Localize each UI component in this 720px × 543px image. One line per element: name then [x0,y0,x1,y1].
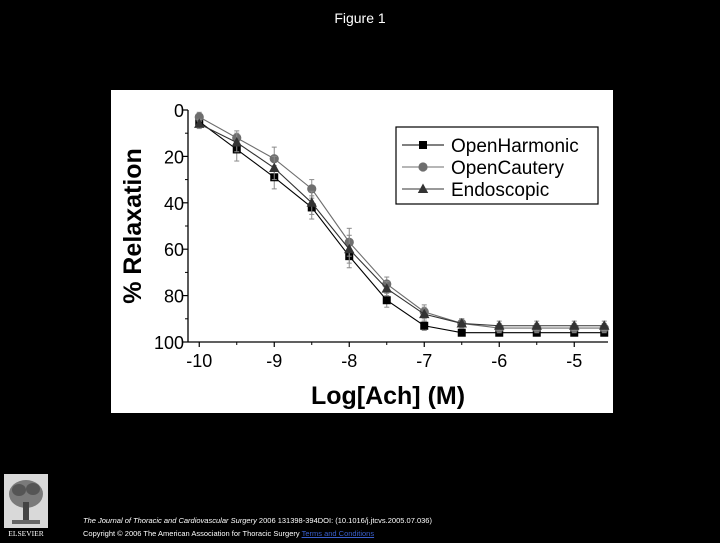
x-tick-label: -9 [266,351,283,371]
citation [83,514,432,540]
data-point-endoscopic [532,320,542,330]
data-point-openharmonic [458,329,466,337]
citation-line-2 [83,527,432,540]
x-tick-label: -8 [341,351,358,371]
journal-name: The Journal of Thoracic and Cardiovascular Surgery [83,516,257,525]
x-tick-label: -5 [566,351,583,371]
publisher-logo-text: ELSEVIER [8,529,44,538]
terms-link[interactable]: Terms and Conditions [301,529,375,538]
data-point-openharmonic [420,322,428,330]
y-tick-label: 40 [163,193,184,214]
copyright-text: Copyright © 2006 The American Association for Thoracic Surgery [83,529,300,538]
data-point-endoscopic [599,320,609,330]
relaxation-chart [111,90,613,413]
y-tick-label: 100 [153,333,184,353]
x-axis-label: Log[Ach] (M) [310,382,466,410]
legend [396,127,598,204]
x-tick-label: -10 [186,351,213,371]
publisher-logo [4,474,48,538]
citation-line-1 [83,514,432,527]
y-tick-label: 0 [173,101,184,121]
y-tick-label: 80 [163,286,184,307]
y-axis-label: % Relaxation [119,148,147,304]
y-tick-label: 20 [163,147,184,168]
legend-label-openharmonic: OpenHarmonic [451,136,579,157]
y-tick-label: 60 [163,240,184,261]
x-tick-label: -7 [416,351,433,371]
slide-title: Figure 1 [334,10,386,26]
citation-details: 2006 131398-394DOI: (10.1016/j.jtcvs.2005.07.036) [256,516,432,525]
data-point-endoscopic [269,163,279,173]
legend-label-endoscopic: Endoscopic [451,180,550,201]
x-tick-label: -6 [491,351,508,371]
data-point-openharmonic [383,296,391,304]
tree-icon [4,474,48,538]
legend-label-opencautery: OpenCautery [451,158,565,179]
figure-panel [111,90,613,413]
data-point-endoscopic [569,320,579,330]
legend-marker-openharmonic [419,141,427,149]
legend-marker-opencautery [418,162,427,171]
